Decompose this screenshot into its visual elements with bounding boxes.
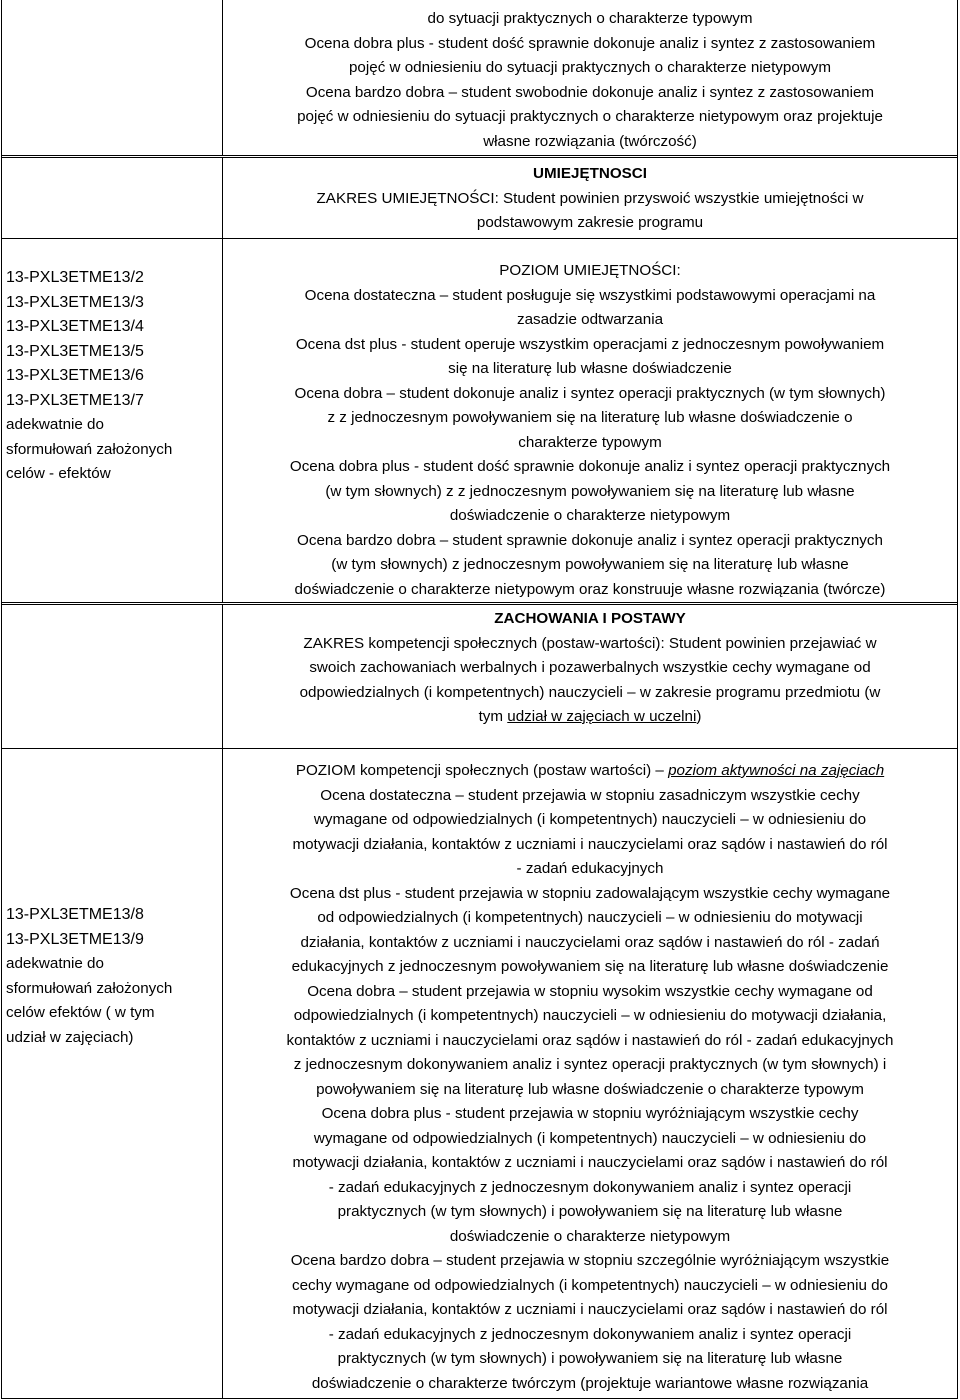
text-line: motywacji działania, kontaktów z uczniami i nauczycielami oraz sądów i nastawień do ról (292, 1154, 888, 1171)
row-skills-levels (2, 238, 957, 602)
text-line: Ocena dobra – student przejawia w stopniu wysokim wszystkie cechy wymagane od (307, 982, 873, 1000)
attitudes-level-intro (223, 759, 957, 784)
text-fragment: POZIOM kompetencji społecznych (postaw wartości) – (295, 762, 669, 779)
underlined-text: poziom aktywności na zajęciach (668, 762, 885, 779)
text-line: charakterze typowym (518, 433, 662, 451)
note-line: celów efektów ( w tym (6, 1004, 155, 1021)
text-line: podstawowym zakresie programu (476, 214, 704, 231)
note-line: sformułowań założonych (6, 440, 173, 458)
note-line: adekwatnie do (6, 955, 104, 972)
text-line: (w tym słownych) z z jednoczesnym powoływaniem się na literaturę lub własne (325, 482, 855, 500)
attitudes-heading: ZACHOWANIA I POSTAWY (494, 610, 686, 627)
text-line: do sytuacji praktycznych o charakterze typowym (427, 10, 753, 27)
outcome-code: 13-PXL3ETME13/2 (6, 269, 144, 286)
right-cell-skills-levels (223, 239, 957, 602)
outcome-code: 13-PXL3ETME13/4 (6, 318, 144, 335)
text-fragment: tym (478, 708, 508, 725)
note-line: adekwatnie do (6, 416, 104, 433)
text-line: Ocena dobra plus - student dość sprawnie dokonuje analiz i syntez z zastosowaniem (304, 34, 876, 52)
text-line: (w tym słownych) z jednoczesnym powoływaniem się na literaturę lub własne (331, 556, 849, 573)
outcome-code: 13-PXL3ETME13/7 (6, 391, 144, 409)
left-cell-empty (2, 0, 223, 155)
text-line: własne rozwiązania (twórczość) (483, 132, 697, 150)
text-line: powoływaniem się na literaturę lub własne doświadczenie o charakterze typowym (316, 1080, 864, 1098)
assessment-table (1, 0, 958, 1399)
row-knowledge-continued (2, 0, 957, 155)
outcome-code: 13-PXL3ETME13/3 (6, 293, 144, 311)
text-line: motywacji działania, kontaktów z uczniami i nauczycielami oraz sądów i nastawień do ról (292, 835, 888, 853)
note-line: udział w zajęciach) (6, 1028, 134, 1046)
text-line: Ocena dobra plus - student przejawia w stopniu wyróżniającym wszystkie cechy (321, 1105, 859, 1122)
text-line: swoich zachowaniach werbalnych i pozawerbalnych wszystkie cechy wymagane od (309, 659, 871, 676)
text-line: doświadczenie o charakterze twórczym (projektuje wariantowe własne rozwiązania (311, 1374, 869, 1392)
text-line: pojęć w odniesieniu do sytuacji praktycznych o charakterze nietypowym (348, 59, 832, 76)
right-cell-knowledge (223, 0, 957, 155)
text-line: wymagane od odpowiedzialnych (i kompetentnych) nauczycieli – w odniesieniu do (313, 811, 867, 828)
left-cell-attitudes-codes (2, 749, 223, 1399)
text-line: Ocena dst plus - student operuje wszystkim operacjami z jednoczesnym powoływaniem (295, 335, 885, 353)
text-line: pojęć w odniesieniu do sytuacji praktycznych o charakterze nietypowym oraz projektuje (297, 108, 883, 125)
text-line: Ocena dst plus - student przejawia w stopniu zadowalającym wszystkie cechy wymagane (289, 884, 891, 902)
text-line: doświadczenie o charakterze nietypowym oraz konstruuje własne rozwiązania (twórcze) (294, 580, 886, 598)
text-line: ZAKRES kompetencji społecznych (postaw-wartości): Student powinien przejawiać w (303, 634, 877, 652)
text-line: z z jednoczesnym powoływaniem się na literaturę lub własne doświadczenie o (327, 409, 853, 426)
text-line: ZAKRES UMIEJĘTNOŚCI: Student powinien przyswoić wszystkie umiejętności w (316, 189, 864, 207)
text-line: doświadczenie o charakterze nietypowym (449, 507, 731, 524)
text-line: zasadzie odtwarzania (516, 311, 664, 328)
text-line: Ocena dostateczna – student posługuje się wszystkimi podstawowymi operacjami na (304, 286, 876, 304)
text-line: motywacji działania, kontaktów z uczniami i nauczycielami oraz sądów i nastawień do ról (292, 1301, 888, 1318)
right-cell-attitudes-levels (223, 749, 957, 1399)
outcome-code: 13-PXL3ETME13/8 (6, 906, 144, 923)
underlined-text: udział w zajęciach w uczelni (507, 708, 697, 725)
text-line: Ocena dobra – student dokonuje analiz i syntez operacji praktycznych (w tym słownych) (294, 384, 886, 402)
outcome-code: 13-PXL3ETME13/5 (6, 342, 144, 360)
text-line: cechy wymagane od odpowiedzialnych (i kompetentnych) nauczycieli – w odniesieniu do (291, 1276, 889, 1294)
row-skills-header (2, 158, 957, 238)
text-line: z jednoczesnym dokonywaniem analiz i syntez operacji praktycznych (w tym słownych) i (293, 1056, 887, 1073)
outcome-code: 13-PXL3ETME13/9 (6, 930, 144, 948)
text-fragment: ) (696, 708, 702, 725)
left-cell-empty (2, 158, 223, 238)
note-line: sformułowań założonych (6, 979, 173, 997)
text-line: praktycznych (w tym słownych) i powoływaniem się na literaturę lub własne (337, 1203, 843, 1220)
note-line: celów - efektów (6, 465, 111, 482)
left-cell-empty (2, 605, 223, 748)
text-line: Ocena dostateczna – student przejawia w stopniu zasadniczym wszystkie cechy (320, 786, 860, 804)
text-line: - zadań edukacyjnych z jednoczesnym dokonywaniem analiz i syntez operacji (328, 1325, 852, 1343)
outcome-code: 13-PXL3ETME13/6 (6, 367, 144, 384)
text-line: praktycznych (w tym słownych) i powoływaniem się na literaturę lub własne (337, 1350, 843, 1367)
text-line: doświadczenie o charakterze nietypowym (449, 1227, 731, 1245)
text-line: działania, kontaktów z uczniami i nauczycielami oraz sądów i nastawień do ról - zadań (300, 933, 880, 951)
text-line: POZIOM UMIEJĘTNOŚCI: (499, 262, 681, 279)
text-line: edukacyjnych z jednoczesnym powoływaniem się na literaturę lub własne doświadczenie (291, 958, 889, 975)
skills-heading: UMIEJĘTNOSCI (533, 165, 647, 182)
row-attitudes-levels (2, 748, 957, 1399)
text-line: kontaktów z uczniami i nauczycielami oraz sądów i nastawień do ról - zadań edukacyjnych (286, 1031, 894, 1049)
text-line: się na literaturę lub własne doświadczenie (448, 360, 732, 377)
text-line: Ocena bardzo dobra – student sprawnie dokonuje analiz i syntez operacji praktycznych (297, 531, 883, 549)
text-line: - zadań edukacyjnych (516, 860, 664, 877)
row-attitudes-header (2, 605, 957, 748)
text-line: Ocena bardzo dobra – student swobodnie dokonuje analiz i syntez z zastosowaniem (305, 83, 875, 101)
left-cell-skills-codes (2, 239, 223, 602)
text-line: Ocena dobra plus - student dość sprawnie dokonuje analiz i syntez operacji praktycznych (289, 458, 891, 475)
text-line: odpowiedzialnych (i kompetentnych) nauczycieli – w zakresie programu przedmiotu (w (299, 683, 881, 701)
attitudes-scope-last-line (223, 705, 957, 730)
text-line: Ocena bardzo dobra – student przejawia w stopniu szczególnie wyróżniającym wszystkie (290, 1252, 890, 1269)
right-cell-attitudes-scope (223, 605, 957, 748)
text-line: odpowiedzialnych (i kompetentnych) nauczycieli – w odniesieniu do motywacji działania, (293, 1007, 887, 1024)
text-line: wymagane od odpowiedzialnych (i kompetentnych) nauczycieli – w odniesieniu do (313, 1129, 867, 1147)
text-line: od odpowiedzialnych (i kompetentnych) nauczycieli – w odniesieniu do motywacji (317, 909, 863, 926)
right-cell-skills-scope (223, 158, 957, 238)
text-line: - zadań edukacyjnych z jednoczesnym dokonywaniem analiz i syntez operacji (328, 1178, 852, 1196)
